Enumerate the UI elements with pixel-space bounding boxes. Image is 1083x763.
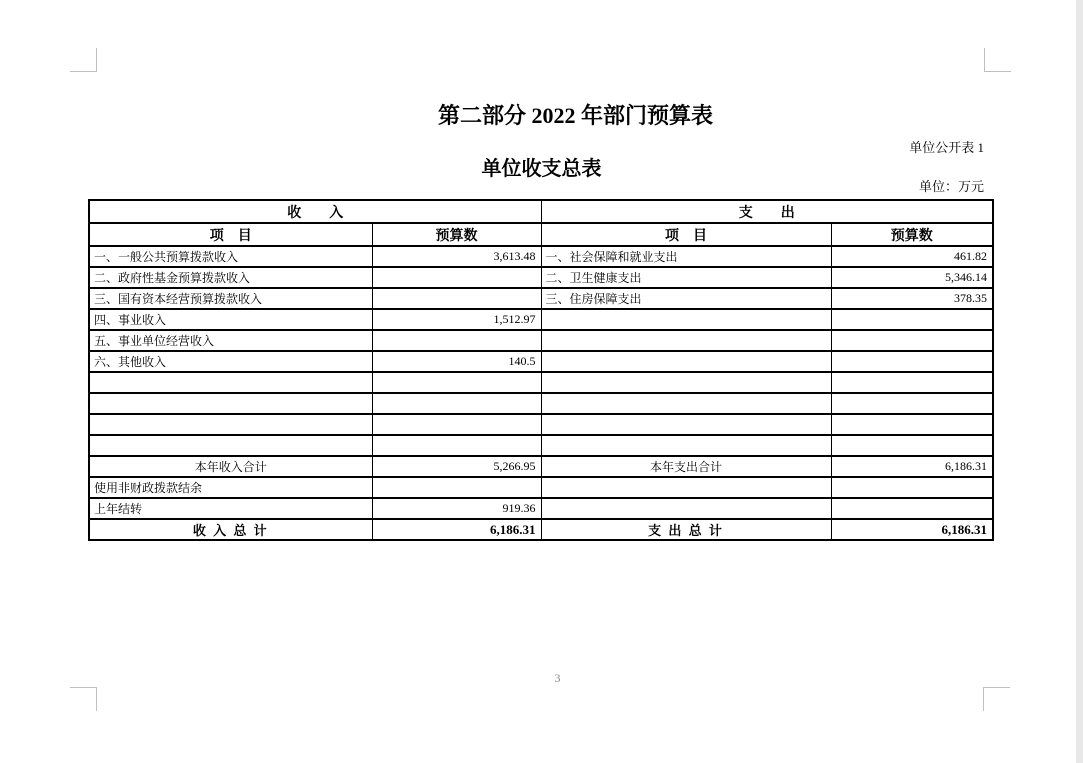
income-item-cell [89, 414, 372, 435]
table-row-empty [89, 435, 993, 456]
income-value-cell [372, 435, 541, 456]
income-value-cell [372, 477, 541, 498]
income-value-cell [372, 393, 541, 414]
table-title: 单位收支总表 [481, 158, 602, 180]
income-value-cell: 3,613.48 [372, 246, 541, 267]
expense-value-cell [831, 309, 993, 330]
expense-value-cell [831, 372, 993, 393]
expense-item-cell [541, 435, 831, 456]
expense-value-cell: 378.35 [831, 288, 993, 309]
expense-item-cell [541, 351, 831, 372]
income-value-cell: 919.36 [372, 498, 541, 519]
page-number: 3 [554, 671, 561, 685]
column-header-row [89, 223, 993, 246]
section-header-row [89, 200, 993, 223]
income-item-cell [89, 435, 372, 456]
expense-value-cell: 461.82 [831, 246, 993, 267]
income-value-cell [372, 267, 541, 288]
income-total-value: 6,186.31 [372, 519, 541, 540]
income-item-cell [89, 372, 372, 393]
expense-budget-column-header: 预算数 [831, 223, 993, 246]
income-value-cell [372, 414, 541, 435]
table-row-empty [89, 414, 993, 435]
table-row [89, 351, 993, 372]
expense-item-cell [541, 330, 831, 351]
expense-item-cell [541, 414, 831, 435]
viewport-edge-strip [1076, 0, 1083, 763]
income-item-cell: 二、政府性基金预算拨款收入 [89, 267, 372, 288]
income-value-cell [372, 288, 541, 309]
expense-item-cell [541, 393, 831, 414]
expense-item-cell [541, 498, 831, 519]
document-title: 第二部分 2022 年部门预算表 [437, 103, 713, 128]
income-total-label: 收 入 总 计 [89, 519, 372, 540]
expense-value-cell: 5,346.14 [831, 267, 993, 288]
income-item-cell: 上年结转 [89, 498, 372, 519]
budget-summary-table [88, 199, 994, 541]
table-row [89, 498, 993, 519]
income-item-cell: 使用非财政拨款结余 [89, 477, 372, 498]
income-value-cell [372, 330, 541, 351]
income-item-cell: 四、事业收入 [89, 309, 372, 330]
expense-value-cell [831, 351, 993, 372]
expense-item-cell: 一、社会保障和就业支出 [541, 246, 831, 267]
table-row-empty [89, 372, 993, 393]
income-item-cell: 六、其他收入 [89, 351, 372, 372]
table-row [89, 246, 993, 267]
table-row [89, 267, 993, 288]
margin-crop-mark-top-right [984, 48, 1011, 72]
table-row [89, 330, 993, 351]
expense-item-cell: 二、卫生健康支出 [541, 267, 831, 288]
expense-value-cell [831, 498, 993, 519]
expense-value-cell [831, 435, 993, 456]
grand-total-row [89, 519, 993, 540]
table-row [89, 288, 993, 309]
margin-crop-mark-bottom-left [70, 687, 97, 711]
public-table-label: 单位公开表 1 [909, 140, 984, 155]
income-value-cell: 140.5 [372, 351, 541, 372]
income-item-column-header: 项 目 [89, 223, 372, 246]
expense-item-cell [541, 477, 831, 498]
income-budget-column-header: 预算数 [372, 223, 541, 246]
margin-crop-mark-top-left [70, 48, 97, 72]
expense-value-cell [831, 393, 993, 414]
table-row-empty [89, 393, 993, 414]
income-item-cell: 五、事业单位经营收入 [89, 330, 372, 351]
expense-value-cell [831, 414, 993, 435]
income-value-cell: 1,512.97 [372, 309, 541, 330]
expense-item-cell [541, 309, 831, 330]
table-row [89, 309, 993, 330]
subtotal-row [89, 456, 993, 477]
income-section-header: 收 入 [89, 200, 541, 223]
income-value-cell [372, 372, 541, 393]
expense-value-cell [831, 477, 993, 498]
income-item-cell [89, 393, 372, 414]
expense-section-header: 支 出 [541, 200, 993, 223]
expense-total-label: 支 出 总 计 [541, 519, 831, 540]
expense-subtotal-value: 6,186.31 [831, 456, 993, 477]
expense-item-cell [541, 372, 831, 393]
expense-item-column-header: 项 目 [541, 223, 831, 246]
margin-crop-mark-bottom-right [983, 687, 1010, 711]
unit-note: 单位：万元 [918, 179, 984, 194]
expense-item-cell: 三、住房保障支出 [541, 288, 831, 309]
income-item-cell: 三、国有资本经营预算拨款收入 [89, 288, 372, 309]
expense-value-cell [831, 330, 993, 351]
income-subtotal-label: 本年收入合计 [89, 456, 372, 477]
income-subtotal-value: 5,266.95 [372, 456, 541, 477]
income-item-cell: 一、一般公共预算拨款收入 [89, 246, 372, 267]
expense-total-value: 6,186.31 [831, 519, 993, 540]
expense-subtotal-label: 本年支出合计 [541, 456, 831, 477]
table-row [89, 477, 993, 498]
